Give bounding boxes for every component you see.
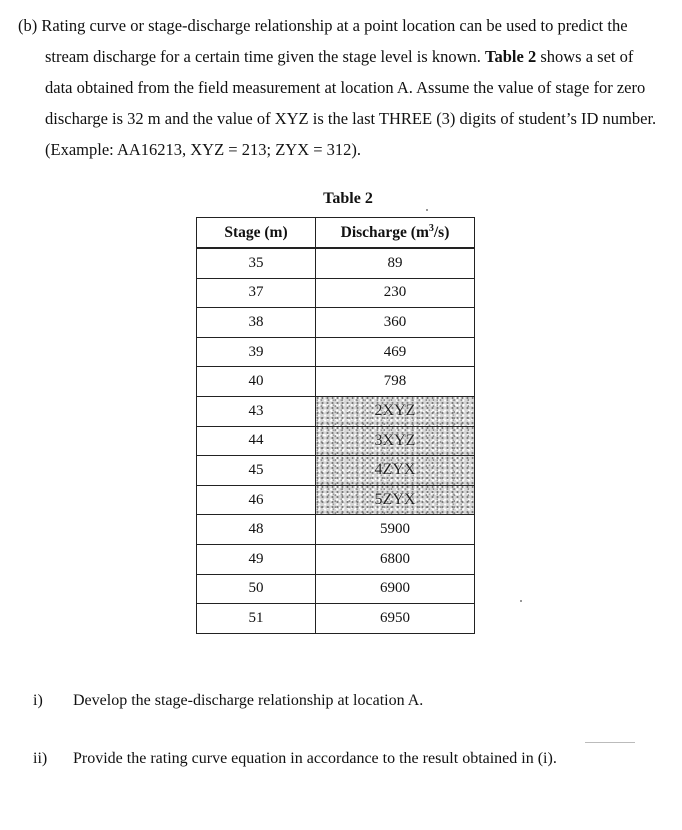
table-row xyxy=(197,248,475,278)
table-caption-text: Table 2 xyxy=(323,190,373,207)
statement-text: shows a set of xyxy=(536,47,634,66)
header-discharge-exponent: 3 xyxy=(428,222,434,234)
statement-line-2 xyxy=(18,41,658,72)
statement-line-3: data obtained from the field measurement at location A. Assume the value of stage for zero xyxy=(45,78,646,97)
discharge-cell-obscured xyxy=(316,456,475,486)
header-discharge xyxy=(316,218,475,249)
statement-text: stream discharge for a certain time given the stage level is known. xyxy=(45,47,486,66)
question-text: Provide the rating curve equation in accordance to the result obtained in (i). xyxy=(73,750,557,767)
table-row xyxy=(197,604,475,634)
discharge-value: 3XYZ xyxy=(374,431,416,449)
statement-line-5: (Example: AA16213, XYZ = 213; ZYX = 312). xyxy=(45,140,362,159)
discharge-value: 4ZYX xyxy=(374,461,416,479)
header-discharge-base: Discharge (m xyxy=(340,224,429,242)
table-row xyxy=(197,367,475,397)
discharge-cell-obscured xyxy=(316,396,475,426)
table-header-row xyxy=(197,218,475,249)
question-ii xyxy=(33,750,557,768)
stage-cell: 38 xyxy=(197,308,316,338)
header-stage: Stage (m) xyxy=(197,218,316,249)
statement-line-1: (b) Rating curve or stage-discharge relationship at a point location can be used to predict the xyxy=(18,16,628,35)
stage-discharge-table xyxy=(196,217,475,634)
stage-cell: 43 xyxy=(197,396,316,426)
discharge-cell: 360 xyxy=(316,308,475,338)
scan-speck xyxy=(426,209,428,211)
stage-cell: 40 xyxy=(197,367,316,397)
scan-speck xyxy=(520,600,522,602)
discharge-cell: 6800 xyxy=(316,544,475,574)
discharge-cell-obscured xyxy=(316,426,475,456)
stage-cell: 39 xyxy=(197,337,316,367)
table-row xyxy=(197,515,475,545)
stage-cell: 35 xyxy=(197,248,316,278)
discharge-cell: 230 xyxy=(316,278,475,308)
question-text: Develop the stage-discharge relationship at location A. xyxy=(73,692,424,709)
table-row xyxy=(197,396,475,426)
stage-cell: 51 xyxy=(197,604,316,634)
discharge-cell: 89 xyxy=(316,248,475,278)
table-row xyxy=(197,426,475,456)
statement-line-4: discharge is 32 m and the value of XYZ is the last THREE (3) digits of student’s ID number. xyxy=(45,109,657,128)
table-reference: Table 2 xyxy=(485,47,537,66)
question-number: i) xyxy=(33,692,43,709)
stage-cell: 44 xyxy=(197,426,316,456)
table-row xyxy=(197,456,475,486)
table-row xyxy=(197,544,475,574)
discharge-cell: 469 xyxy=(316,337,475,367)
discharge-cell: 6950 xyxy=(316,604,475,634)
stage-cell: 46 xyxy=(197,485,316,515)
discharge-value: 5ZYX xyxy=(374,491,416,509)
discharge-cell: 798 xyxy=(316,367,475,397)
header-discharge-unit: /s) xyxy=(433,224,450,242)
stage-cell: 45 xyxy=(197,456,316,486)
table-row xyxy=(197,485,475,515)
table-row xyxy=(197,308,475,338)
question-i xyxy=(33,692,423,710)
stage-cell: 37 xyxy=(197,278,316,308)
table-row xyxy=(197,337,475,367)
problem-statement xyxy=(18,10,658,165)
table-row xyxy=(197,574,475,604)
table-caption xyxy=(0,190,682,208)
stage-cell: 49 xyxy=(197,544,316,574)
stage-cell: 50 xyxy=(197,574,316,604)
table-row xyxy=(197,278,475,308)
question-number: ii) xyxy=(33,750,48,767)
scan-mark xyxy=(585,742,635,743)
discharge-cell: 5900 xyxy=(316,515,475,545)
discharge-cell-obscured xyxy=(316,485,475,515)
stage-cell: 48 xyxy=(197,515,316,545)
discharge-cell: 6900 xyxy=(316,574,475,604)
discharge-value: 2XYZ xyxy=(374,402,416,420)
